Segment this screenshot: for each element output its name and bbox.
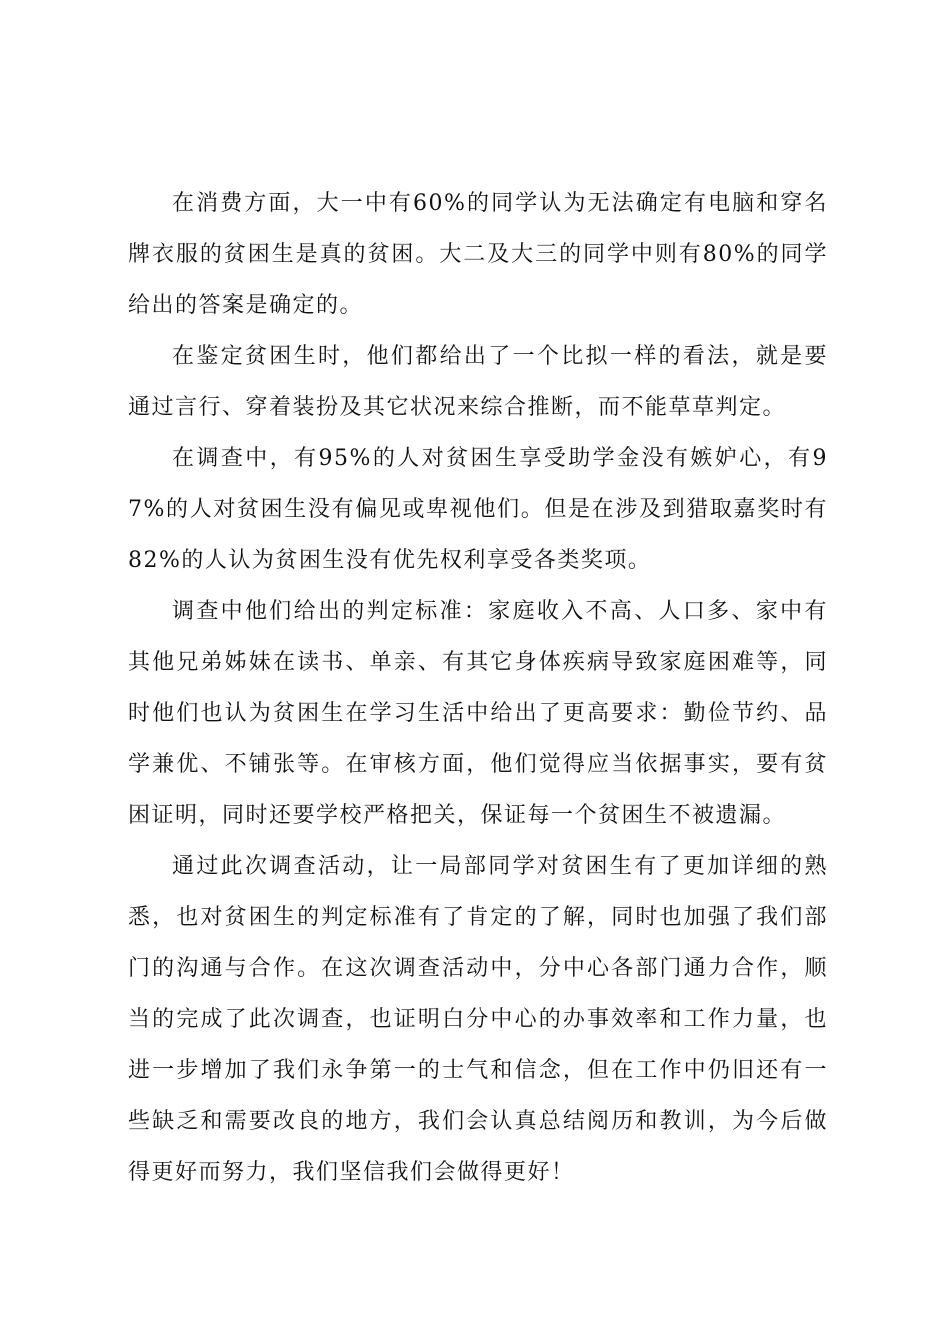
paragraph-criteria: 调查中他们给出的判定标准：家庭收入不高、人口多、家中有其他兄弟姊妹在读书、单亲、有其它身体疾病导致家庭困难等，同时他们也认为贫困生在学习生活中给出了更高要求：勤俭节约、品学兼优、不铺张等。在审核方面，他们觉得应当依据事实，要有贫困证明，同时还要学校严格把关，保证每一个贫困生不被遗漏。 <box>128 599 828 828</box>
document-body <box>128 178 828 1198</box>
paragraph-conclusion: 通过此次调查活动，让一局部同学对贫困生有了更加详细的熟悉，也对贫困生的判定标准有了肯定的了解，同时也加强了我们部门的沟通与合作。在这次调查活动中，分中心各部门通力合作，顺当的完成了此次调查，也证明白分中心的办事效率和工作力量，也进一步增加了我们永争第一的士气和信念，但在工作中仍旧还有一些缺乏和需要改良的地方，我们会认真总结阅历和教训，为今后做得更好而努力，我们坚信我们会做得更好！ <box>128 854 828 1185</box>
paragraph-identification: 在鉴定贫困生时，他们都给出了一个比拟一样的看法，就是要通过言行、穿着装扮及其它状况来综合推断，而不能草草判定。 <box>128 344 828 420</box>
paragraph-consumption: 在消费方面，大一中有60%的同学认为无法确定有电脑和穿名牌衣服的贫困生是真的贫困。大二及大三的同学中则有80%的同学给出的答案是确定的。 <box>128 191 828 318</box>
paragraph-survey-results: 在调查中，有95%的人对贫困生享受助学金没有嫉妒心，有97%的人对贫困生没有偏见或卑视他们。但是在涉及到猎取嘉奖时有82%的人认为贫困生没有优先权利享受各类奖项。 <box>128 446 828 573</box>
